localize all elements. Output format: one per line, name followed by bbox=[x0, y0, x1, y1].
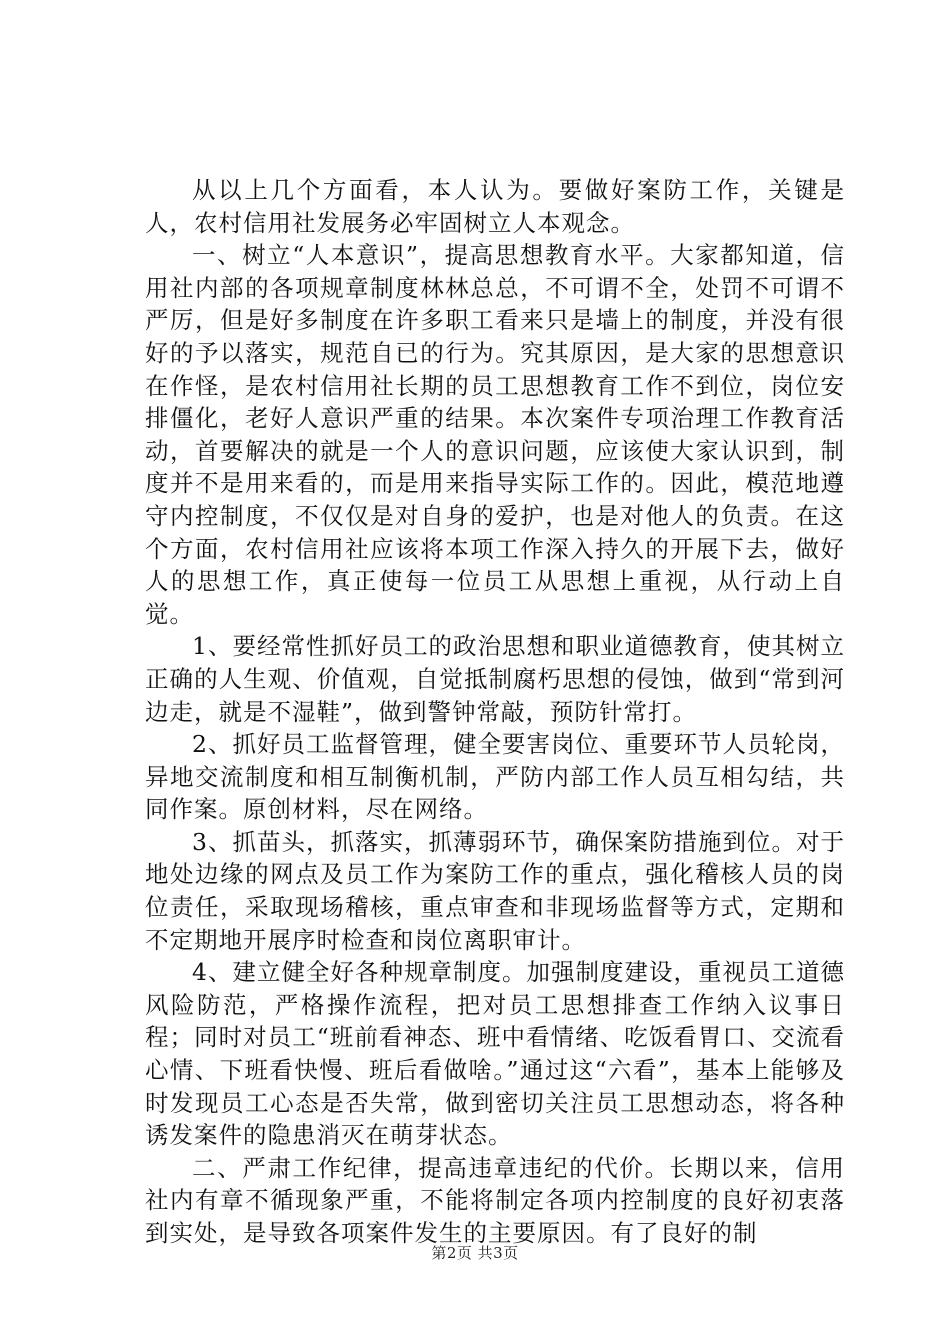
paragraph-section-2: 二、严肃工作纪律，提高违章违纪的代价。长期以来，信用社内有章不循现象严重，不能将制定各项内控制度的良好初衷落到实处，是导致各项案件发生的主要原因。有了良好的制 bbox=[145, 1153, 845, 1247]
paragraph-item-4: 4、建立健全好各种规章制度。加强制度建设，重视员工道德风险防范，严格操作流程，把对员工思想排查工作纳入议事日程；同时对员工“班前看神态、班中看情绪、吃饭看胃口、交流看心情、下班看快慢、班后看做啥。”通过这“六看”，基本上能够及时发现员工心态是否失常，做到密切关注员工思想动态，将各种诱发案件的隐患消灭在萌芽状态。 bbox=[145, 958, 845, 1150]
paragraph-item-3: 3、抓苗头，抓落实，抓薄弱环节，确保案防措施到位。对于地处边缘的网点及员工作为案防工作的重点，强化稽核人员的岗位责任，采取现场稽核，重点审查和非现场监督等方式，定期和不定期地开展序时检查和岗位离职审计。 bbox=[145, 827, 845, 954]
paragraph-item-1: 1、要经常性抓好员工的政治思想和职业道德教育，使其树立正确的人生观、价值观，自觉抵制腐朽思想的侵蚀，做到“常到河边走，就是不湿鞋”，做到警钟常敲，预防针常打。 bbox=[145, 632, 845, 726]
paragraph-intro: 从以上几个方面看，本人认为。要做好案防工作，关键是人，农村信用社发展务必牢固树立人本观念。 bbox=[145, 176, 845, 237]
page-footer: 第2页 共3页 bbox=[431, 1244, 519, 1262]
paragraph-section-1: 一、树立“人本意识”，提高思想教育水平。大家都知道，信用社内部的各项规章制度林林总总，不可谓不全，处罚不可谓不严厉，但是好多制度在许多职工看来只是墙上的制度，并没有很好的予以落实，规范自已的行为。究其原因，是大家的思想意识在作怪，是农村信用社长期的员工思想教育工作不到位，岗位安排僵化，老好人意识严重的结果。本次案件专项治理工作教育活动，首要解决的就是一个人的意识问题，应该使大家认识到，制度并不是用来看的，而是用来指导实际工作的。因此，模范地遵守内控制度，不仅仅是对自身的爱护，也是对他人的负责。在这个方面，农村信用社应该将本项工作深入持久的开展下去，做好人的思想工作，真正使每一位员工从思想上重视，从行动上自觉。 bbox=[145, 241, 845, 628]
paragraph-item-2: 2、抓好员工监督管理，健全要害岗位、重要环节人员轮岗，异地交流制度和相互制衡机制，严防内部工作人员互相勾结，共同作案。原创材料，尽在网络。 bbox=[145, 730, 845, 824]
document-body bbox=[145, 174, 845, 1250]
